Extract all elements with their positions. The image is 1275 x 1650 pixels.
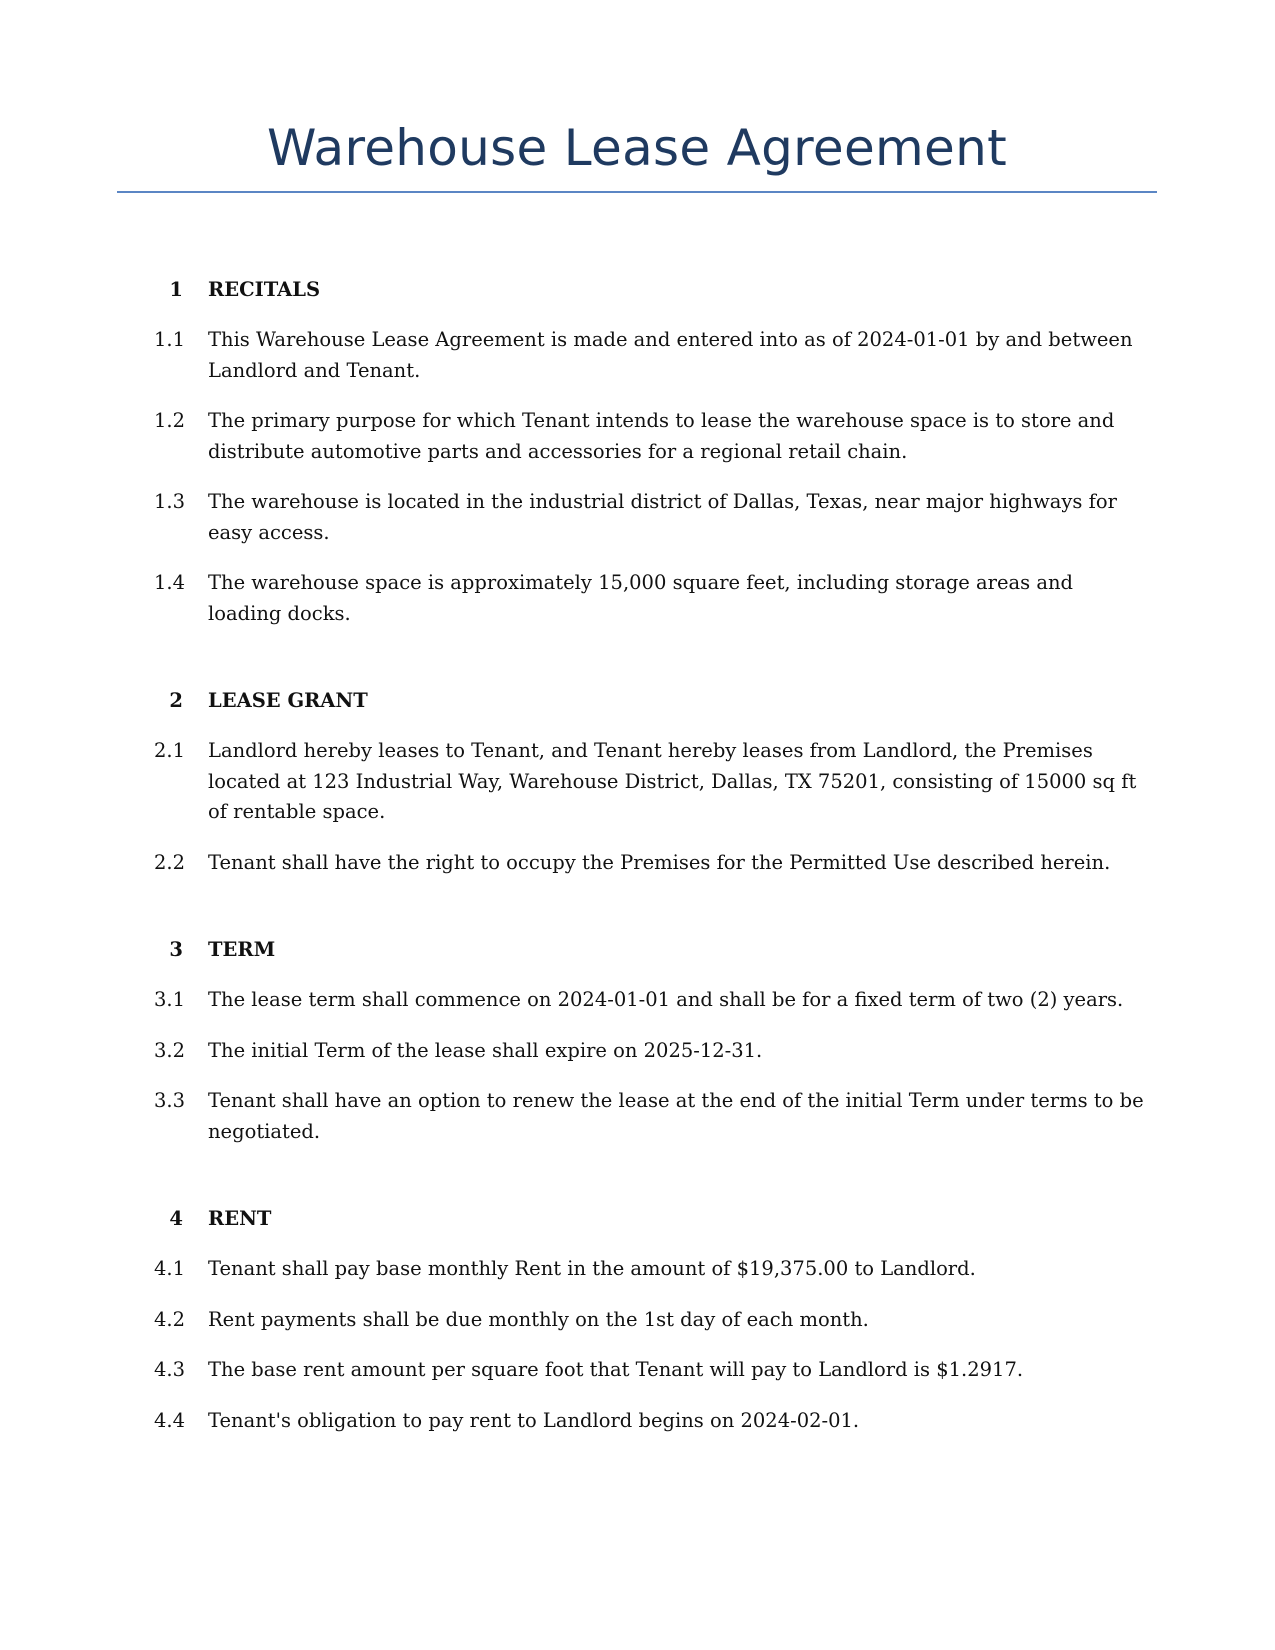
document-body xyxy=(117,275,1157,1436)
section-number: 4 xyxy=(169,1207,183,1230)
clause-text: The warehouse is located in the industrial district of Dallas, Texas, near major highways for easy access. xyxy=(208,490,1117,544)
section-title: LEASE GRANT xyxy=(208,689,368,712)
clause-number: 4.2 xyxy=(154,1307,186,1331)
clause-number: 4.4 xyxy=(154,1408,186,1432)
clause-number: 4.3 xyxy=(154,1358,186,1381)
clause-text: The warehouse space is approximately 15,000 square feet, including storage areas and loading docks. xyxy=(208,571,1074,625)
clause-text: Tenant shall pay base monthly Rent in the amount of $19,375.00 to Landlord. xyxy=(208,1257,976,1280)
section-title: RECITALS xyxy=(208,278,321,301)
clause-text: The primary purpose for which Tenant intends to lease the warehouse space is to store and distribute automotive parts and accessories for a regional retail chain. xyxy=(208,409,1115,463)
clause xyxy=(117,1086,1157,1147)
clause-number: 1.2 xyxy=(154,409,186,432)
clause-number: 1.1 xyxy=(154,328,186,351)
clause-text: The base rent amount per square foot that Tenant will pay to Landlord is $1.2917. xyxy=(208,1358,1024,1381)
section-heading xyxy=(117,686,1157,716)
clause-text: Rent payments shall be due monthly on the 1st day of each month. xyxy=(208,1307,869,1331)
section-heading xyxy=(117,935,1157,965)
clause-text: This Warehouse Lease Agreement is made and entered into as of 2024-01-01 by and between Landlord and Tenant. xyxy=(208,328,1133,382)
section-title: TERM xyxy=(208,938,276,961)
clause-number: 1.3 xyxy=(154,490,186,513)
section-heading xyxy=(117,1204,1157,1234)
clause-number: 3.3 xyxy=(154,1089,186,1112)
clause-number: 3.2 xyxy=(154,1038,186,1062)
clause xyxy=(117,1254,1157,1285)
document-title: Warehouse Lease Agreement xyxy=(266,119,1008,177)
section-number: 2 xyxy=(169,689,183,712)
clause xyxy=(117,1355,1157,1386)
clause xyxy=(117,736,1157,828)
section-heading xyxy=(117,275,1157,305)
section-title: RENT xyxy=(208,1207,272,1230)
clause xyxy=(117,568,1157,629)
clause-number: 4.1 xyxy=(154,1257,186,1280)
clause xyxy=(117,406,1157,467)
clause-number: 2.1 xyxy=(154,739,186,762)
clause-text: Tenant's obligation to pay rent to Landlord begins on 2024-02-01. xyxy=(208,1408,860,1432)
section-term xyxy=(117,935,1157,1147)
clause-text: Landlord hereby leases to Tenant, and Tenant hereby leases from Landlord, the Premises located at 123 Industrial Way, Warehouse District, Dallas, TX 75201, consisting of 15000 sq ft of rentable space. xyxy=(208,739,1137,823)
section-number: 3 xyxy=(169,938,183,961)
clause-number: 1.4 xyxy=(154,571,186,594)
clause-text: The initial Term of the lease shall expire on 2025-12-31. xyxy=(208,1038,763,1062)
clause xyxy=(117,1406,1157,1437)
clause xyxy=(117,325,1157,386)
clause-text: Tenant shall have an option to renew the lease at the end of the initial Term under terms to be negotiated. xyxy=(208,1089,1144,1143)
title-divider xyxy=(117,191,1157,193)
section-rent xyxy=(117,1204,1157,1436)
clause xyxy=(117,848,1157,879)
section-lease-grant xyxy=(117,686,1157,878)
clause-text: The lease term shall commence on 2024-01-01 and shall be for a fixed term of two (2) years. xyxy=(208,988,1124,1011)
clause-number: 2.2 xyxy=(154,850,186,874)
clause xyxy=(117,1305,1157,1336)
clause xyxy=(117,487,1157,548)
clause-text: Tenant shall have the right to occupy the Premises for the Permitted Use described herein. xyxy=(208,850,1111,874)
clause-number: 3.1 xyxy=(154,988,186,1011)
clause xyxy=(117,985,1157,1016)
section-recitals xyxy=(117,275,1157,629)
section-number: 1 xyxy=(169,278,183,301)
clause xyxy=(117,1036,1157,1067)
